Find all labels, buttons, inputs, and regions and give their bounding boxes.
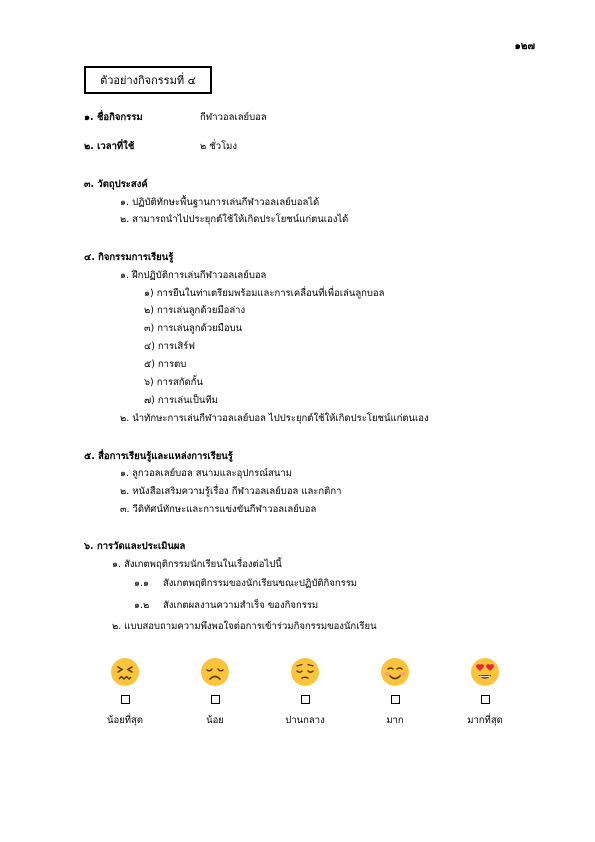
media-item: ๓. วีดิทัศน์ทักษะและการแข่งขันกีฬาวอลเลย์บอล: [120, 504, 317, 515]
learning-subitem: ๗) การเล่นเป็นทีม: [144, 395, 218, 406]
learning-item: ๒. นำทักษะการเล่นกีฬาวอลเลย์บอล ไปประยุกต์ใช้ให้เกิดประโยชน์แก่ตนเอง: [120, 413, 429, 424]
evaluation-subitem-number: ๑.๑: [134, 578, 150, 589]
objectives-heading: ๓. วัตถุประสงค์: [84, 179, 148, 190]
learning-subitem: ๑) การยืนในท่าเตรียมพร้อมและการเคลื่อนที่เพื่อเล่นลูกบอล: [144, 288, 385, 299]
rating-checkbox-5[interactable]: [481, 695, 490, 704]
objective-item: ๑. ปฏิบัติทักษะพื้นฐานการเล่นกีฬาวอลเลย์บอลได้: [120, 197, 320, 208]
evaluation-subitem-text: สังเกตผลงานความสำเร็จ ของกิจกรรม: [163, 600, 319, 611]
rating-label: น้อยที่สุด: [107, 715, 143, 726]
relieved-face-icon: [290, 657, 320, 690]
evaluation-subitem-number: ๑.๒: [134, 600, 150, 611]
evaluation-subitem-text: สังเกตพฤติกรรมของนักเรียนขณะปฏิบัติกิจกรรม: [163, 578, 358, 589]
heart-eyes-face-icon: [470, 657, 500, 690]
rating-label: มากที่สุด: [467, 715, 503, 726]
media-item: ๒. หนังสือเสริมความรู้เรื่อง กีฬาวอลเลย์บอล และกติกา: [120, 486, 342, 497]
learning-subitem: ๒) การเล่นลูกด้วยมือล่าง: [144, 305, 246, 316]
learning-subitem: ๖) การสกัดกั้น: [144, 377, 203, 388]
rating-label: มาก: [386, 715, 404, 726]
activity-name-value: กีฬาวอลเลย์บอล: [200, 112, 267, 123]
page-number: ๑๒๗: [514, 41, 535, 52]
duration-label: ๒. เวลาที่ใช้: [84, 141, 135, 152]
learning-subitem: ๓) การเล่นลูกด้วยมือบน: [144, 323, 243, 334]
rating-checkbox-3[interactable]: [301, 695, 310, 704]
evaluation-heading: ๖. การวัดและประเมินผล: [84, 541, 186, 552]
rating-label: น้อย: [206, 715, 224, 726]
evaluation-item: ๑. สังเกตพฤติกรรมนักเรียนในเรื่องต่อไปนี้: [112, 559, 282, 570]
learning-subitem: ๕) การตบ: [144, 359, 187, 370]
media-heading: ๕. สื่อการเรียนรู้และแหล่งการเรียนรู้: [84, 451, 233, 462]
confounded-face-icon: [110, 657, 140, 690]
disappointed-face-icon: [200, 657, 230, 690]
activity-name-label: ๑. ชื่อกิจกรรม: [84, 112, 143, 123]
media-item: ๑. ลูกวอลเลย์บอล สนามและอุปกรณ์สนาม: [120, 468, 292, 479]
rating-label: ปานกลาง: [285, 715, 325, 726]
page-title-text: ตัวอย่างกิจกรรมที่ ๔: [100, 73, 196, 87]
page-title: [84, 66, 212, 94]
smiling-face-icon: [380, 657, 410, 690]
learning-subitem: ๔) การเสิร์ฟ: [144, 341, 195, 352]
learning-heading: ๔. กิจกรรมการเรียนรู้: [84, 252, 174, 263]
duration-value: ๒ ชั่วโมง: [200, 141, 238, 152]
rating-checkbox-4[interactable]: [391, 695, 400, 704]
learning-item: ๑. ฝึกปฏิบัติการเล่นกีฬาวอลเลย์บอล: [120, 270, 267, 281]
objective-item: ๒. สามารถนำไปประยุกต์ใช้ให้เกิดประโยชน์แก่ตนเองได้: [120, 214, 349, 225]
rating-checkbox-1[interactable]: [121, 695, 130, 704]
rating-checkbox-2[interactable]: [211, 695, 220, 704]
evaluation-item: ๒. แบบสอบถามความพึงพอใจต่อการเข้าร่วมกิจกรรมของนักเรียน: [112, 621, 377, 632]
